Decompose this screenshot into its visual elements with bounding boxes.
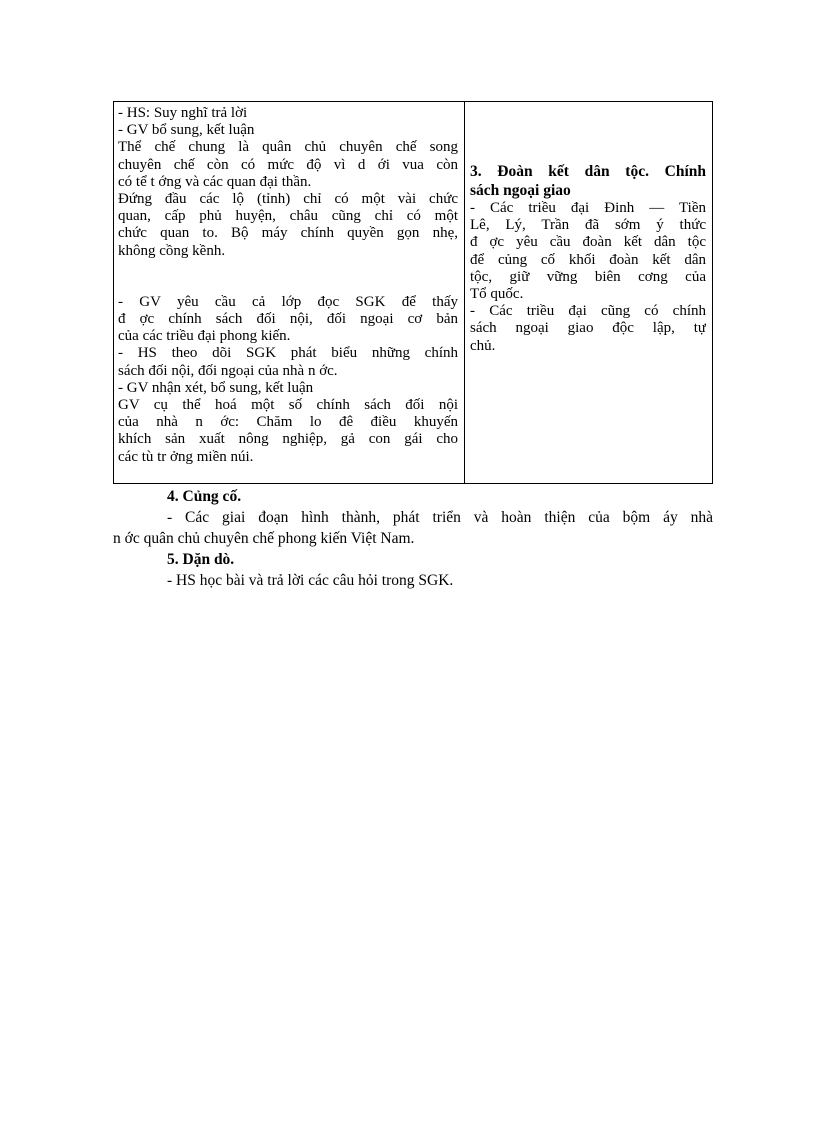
left-line: Đứng đầu các lộ (tỉnh) chỉ có một vài chức: [118, 191, 458, 208]
section-heading: 3. Đoàn kết dân tộc. Chính: [470, 163, 706, 180]
left-line: - HS theo dõi SGK phát biểu những chính: [118, 345, 458, 362]
section-4-heading: 4. Củng cố.: [167, 488, 242, 505]
right-line: để củng cố khối đoàn kết dân: [470, 251, 706, 268]
right-line: Lê, Lý, Trần đã sớm ý thức: [470, 217, 706, 234]
teacher-student-activities-column: [114, 102, 465, 483]
section-4-line: - Các giai đoạn hình thành, phát triển và hoàn thiện của bộm áy nhà: [167, 509, 713, 526]
left-line: sách đối nội, đối ngoại của nhà n ớc.: [118, 362, 338, 379]
right-line: sách ngoại giao độc lập, tự: [470, 320, 706, 337]
section-heading: sách ngoại giao: [470, 182, 571, 199]
right-line: chủ.: [470, 337, 496, 354]
section-5-heading: 5. Dặn dò.: [167, 551, 235, 568]
left-line: GV cụ thể hoá một số chính sách đối nội: [118, 397, 458, 414]
lesson-table: [113, 101, 713, 484]
left-line: chức quan to. Bộ máy chính quyền gọn nhẹ,: [118, 225, 458, 242]
left-line: Thể chế chung là quân chủ chuyên chế song: [118, 139, 458, 156]
left-line: chuyên chế còn có mức độ vì d ới vua còn: [118, 156, 458, 173]
after-table-sections: [113, 486, 713, 591]
right-line: - Các triều đại Đinh — Tiền: [470, 200, 706, 216]
content-column: [465, 102, 712, 483]
left-line: khích sản xuất nông nghiệp, gả con gái cho: [118, 431, 458, 448]
left-line: của nhà n ớc: Chăm lo đê điều khuyến: [118, 414, 458, 431]
section-5-line: - HS học bài và trả lời các câu hỏi trong SGK.: [167, 572, 454, 589]
left-line: các tù tr ởng miền núi.: [118, 448, 254, 465]
left-line: - GV nhận xét, bổ sung, kết luận: [118, 379, 314, 396]
right-line: đ ợc yêu cầu đoàn kết dân tộc: [470, 234, 706, 251]
left-line: không cồng kềnh.: [118, 242, 226, 259]
left-line: quan, cấp phủ huyện, châu cũng chỉ có một: [118, 208, 458, 225]
left-line: của các triều đại phong kiến.: [118, 328, 291, 345]
right-line: tộc, giữ vững biên cơng của: [470, 268, 706, 285]
left-line: có tể t ớng và các quan đại thần.: [118, 173, 312, 190]
blank-line: [118, 260, 458, 277]
left-line: đ ợc chính sách đối nội, đối ngoại cơ bản: [118, 311, 458, 328]
spacer: [470, 102, 706, 162]
right-line: - Các triều đại cũng có chính: [470, 303, 706, 320]
left-line: - GV bổ sung, kết luận: [118, 122, 255, 139]
right-line: Tổ quốc.: [470, 286, 524, 303]
blank-line: [118, 277, 458, 294]
left-line: - GV yêu cầu cả lớp đọc SGK để thấy: [118, 293, 458, 310]
section-4-line: n ớc quân chủ chuyên chế phong kiến Việt Nam.: [113, 530, 415, 547]
left-line: - HS: Suy nghĩ trả lời: [118, 105, 248, 121]
